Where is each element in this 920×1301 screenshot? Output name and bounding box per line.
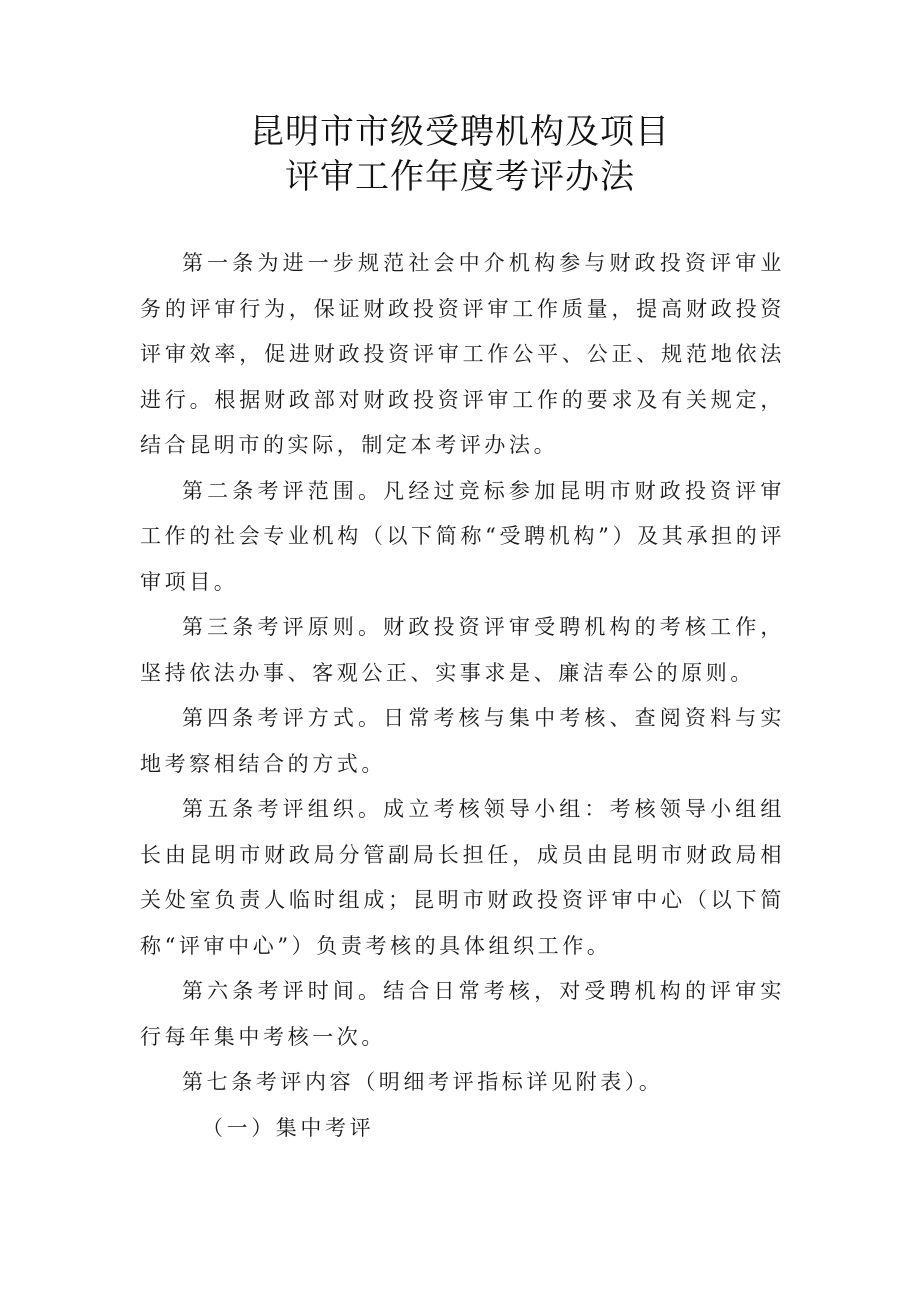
document-body [140,241,785,1151]
article-2: 第二条考评范围。凡经过竞标参加昆明市财政投资评审工作的社会专业机构（以下简称“受聘机构”）及其承担的评审项目。 [140,478,785,594]
section-subheading: （一）集中考评 [202,1115,375,1140]
article-5: 第五条考评组织。成立考核领导小组：考核领导小组组长由昆明市财政局分管副局长担任，成员由昆明市财政局相关处室负责人临时组成；昆明市财政投资评审中心（以下简称“评审中心”）负责考核的具体组织工作。 [140,797,785,958]
document-title-line-1: 昆明市市级受聘机构及项目 [250,112,670,152]
article-1: 第一条为进一步规范社会中介机构参与财政投资评审业务的评审行为，保证财政投资评审工作质量，提高财政投资评审效率，促进财政投资评审工作公平、公正、规范地依法进行。根据财政部对财政投资评审工作的要求及有关规定，结合昆明市的实际，制定本考评办法。 [140,251,785,457]
article-4: 第四条考评方式。日常考核与集中考核、查阅资料与实地考察相结合的方式。 [140,706,785,776]
document-title-line-2: 评审工作年度考评办法 [285,157,635,197]
article-3: 第三条考评原则。财政投资评审受聘机构的考核工作，坚持依法办事、客观公正、实事求是、廉洁奉公的原则。 [140,615,785,685]
article-6: 第六条考评时间。结合日常考核，对受聘机构的评审实行每年集中考核一次。 [140,979,785,1049]
article-7: 第七条考评内容（明细考评指标详见附表）。 [182,1070,664,1094]
